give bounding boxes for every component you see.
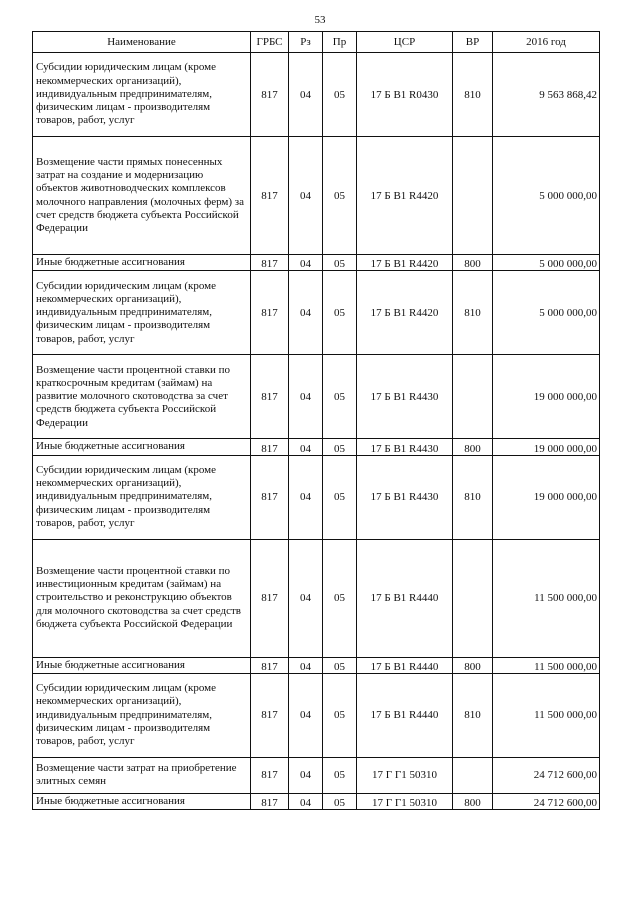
- row-grbs: 817: [251, 455, 289, 539]
- header-name: Наименование: [33, 32, 251, 53]
- row-vr: 810: [453, 455, 493, 539]
- row-vr: [453, 355, 493, 439]
- row-csr: 17 Г Г1 50310: [357, 793, 453, 809]
- row-name: Иные бюджетные ассигнования: [33, 255, 251, 271]
- row-pr: 05: [323, 255, 357, 271]
- row-amount: 19 000 000,00: [493, 455, 600, 539]
- row-csr: 17 Б В1 R4420: [357, 255, 453, 271]
- row-pr: 05: [323, 793, 357, 809]
- header-csr: ЦСР: [357, 32, 453, 53]
- row-grbs: 817: [251, 271, 289, 355]
- row-name: Субсидии юридическим лицам (кроме некоммерческих организаций), индивидуальным предпринимателям, физическим лицам - производителям товаров, работ, услуг: [33, 455, 251, 539]
- row-rz: 04: [289, 53, 323, 137]
- row-rz: 04: [289, 271, 323, 355]
- row-grbs: 817: [251, 255, 289, 271]
- row-amount: 9 563 868,42: [493, 53, 600, 137]
- row-csr: 17 Б В1 R4430: [357, 439, 453, 455]
- row-amount: 5 000 000,00: [493, 137, 600, 255]
- row-name: Возмещение части прямых понесенных затрат на создание и модернизацию объектов животноводческих комплексов молочного направления (молочных ферм) за счет средств бюджета субъекта Российской Федерации: [33, 137, 251, 255]
- header-pr: Пр: [323, 32, 357, 53]
- row-rz: 04: [289, 255, 323, 271]
- row-amount: 5 000 000,00: [493, 255, 600, 271]
- row-rz: 04: [289, 137, 323, 255]
- row-pr: 05: [323, 673, 357, 757]
- table-row: [33, 793, 600, 809]
- row-vr: 800: [453, 657, 493, 673]
- row-pr: 05: [323, 757, 357, 793]
- row-csr: 17 Б В1 R4430: [357, 355, 453, 439]
- row-pr: 05: [323, 657, 357, 673]
- row-pr: 05: [323, 355, 357, 439]
- row-vr: 810: [453, 673, 493, 757]
- row-rz: 04: [289, 355, 323, 439]
- row-csr: 17 Б В1 R4440: [357, 657, 453, 673]
- row-pr: 05: [323, 271, 357, 355]
- table-row: [33, 673, 600, 757]
- table-row: [33, 271, 600, 355]
- row-amount: 24 712 600,00: [493, 757, 600, 793]
- row-pr: 05: [323, 137, 357, 255]
- row-vr: [453, 539, 493, 657]
- row-pr: 05: [323, 439, 357, 455]
- row-pr: 05: [323, 539, 357, 657]
- row-vr: 810: [453, 53, 493, 137]
- row-rz: 04: [289, 793, 323, 809]
- table-body: [33, 53, 600, 810]
- row-csr: 17 Б В1 R4420: [357, 137, 453, 255]
- row-grbs: 817: [251, 53, 289, 137]
- row-name: Иные бюджетные ассигнования: [33, 793, 251, 809]
- row-csr: 17 Б В1 R0430: [357, 53, 453, 137]
- row-amount: 19 000 000,00: [493, 439, 600, 455]
- row-name: Субсидии юридическим лицам (кроме некоммерческих организаций), индивидуальным предпринимателям, физическим лицам - производителям товаров, работ, услуг: [33, 53, 251, 137]
- row-rz: 04: [289, 539, 323, 657]
- row-csr: 17 Г Г1 50310: [357, 757, 453, 793]
- row-grbs: 817: [251, 793, 289, 809]
- row-name: Возмещение части затрат на приобретение элитных семян: [33, 757, 251, 793]
- header-grbs: ГРБС: [251, 32, 289, 53]
- header-vr: ВР: [453, 32, 493, 53]
- row-name: Иные бюджетные ассигнования: [33, 439, 251, 455]
- row-name: Иные бюджетные ассигнования: [33, 657, 251, 673]
- table-row: [33, 657, 600, 673]
- row-grbs: 817: [251, 355, 289, 439]
- row-grbs: 817: [251, 657, 289, 673]
- row-csr: 17 Б В1 R4440: [357, 673, 453, 757]
- row-rz: 04: [289, 439, 323, 455]
- row-vr: 800: [453, 439, 493, 455]
- row-vr: 800: [453, 255, 493, 271]
- row-grbs: 817: [251, 757, 289, 793]
- budget-table: [32, 31, 600, 810]
- table-row: [33, 439, 600, 455]
- row-name: Субсидии юридическим лицам (кроме некоммерческих организаций), индивидуальным предпринимателям, физическим лицам - производителям товаров, работ, услуг: [33, 673, 251, 757]
- row-csr: 17 Б В1 R4440: [357, 539, 453, 657]
- row-vr: [453, 757, 493, 793]
- header-year: 2016 год: [493, 32, 600, 53]
- row-grbs: 817: [251, 137, 289, 255]
- table-row: [33, 255, 600, 271]
- table-row: [33, 539, 600, 657]
- table-header-row: [33, 32, 600, 53]
- row-grbs: 817: [251, 439, 289, 455]
- row-amount: 24 712 600,00: [493, 793, 600, 809]
- table-row: [33, 355, 600, 439]
- row-grbs: 817: [251, 673, 289, 757]
- row-vr: 810: [453, 271, 493, 355]
- row-pr: 05: [323, 455, 357, 539]
- row-csr: 17 Б В1 R4420: [357, 271, 453, 355]
- row-rz: 04: [289, 657, 323, 673]
- row-rz: 04: [289, 455, 323, 539]
- row-grbs: 817: [251, 539, 289, 657]
- row-name: Возмещение части процентной ставки по краткосрочным кредитам (займам) на развитие молочного скотоводства за счет средств бюджета субъекта Российской Федерации: [33, 355, 251, 439]
- row-amount: 5 000 000,00: [493, 271, 600, 355]
- table-row: [33, 757, 600, 793]
- page-number: 53: [314, 14, 326, 26]
- row-name: Субсидии юридическим лицам (кроме некоммерческих организаций), индивидуальным предпринимателям, физическим лицам - производителям товаров, работ, услуг: [33, 271, 251, 355]
- row-csr: 17 Б В1 R4430: [357, 455, 453, 539]
- row-name: Возмещение части процентной ставки по инвестиционным кредитам (займам) на строительство и реконструкцию объектов для молочного скотоводства за счет средств бюджета субъекта Российской Федерации: [33, 539, 251, 657]
- row-rz: 04: [289, 757, 323, 793]
- header-rz: Рз: [289, 32, 323, 53]
- table-row: [33, 53, 600, 137]
- row-rz: 04: [289, 673, 323, 757]
- row-vr: [453, 137, 493, 255]
- row-pr: 05: [323, 53, 357, 137]
- row-amount: 11 500 000,00: [493, 673, 600, 757]
- row-amount: 11 500 000,00: [493, 657, 600, 673]
- table-row: [33, 455, 600, 539]
- table-row: [33, 137, 600, 255]
- row-amount: 11 500 000,00: [493, 539, 600, 657]
- row-amount: 19 000 000,00: [493, 355, 600, 439]
- row-vr: 800: [453, 793, 493, 809]
